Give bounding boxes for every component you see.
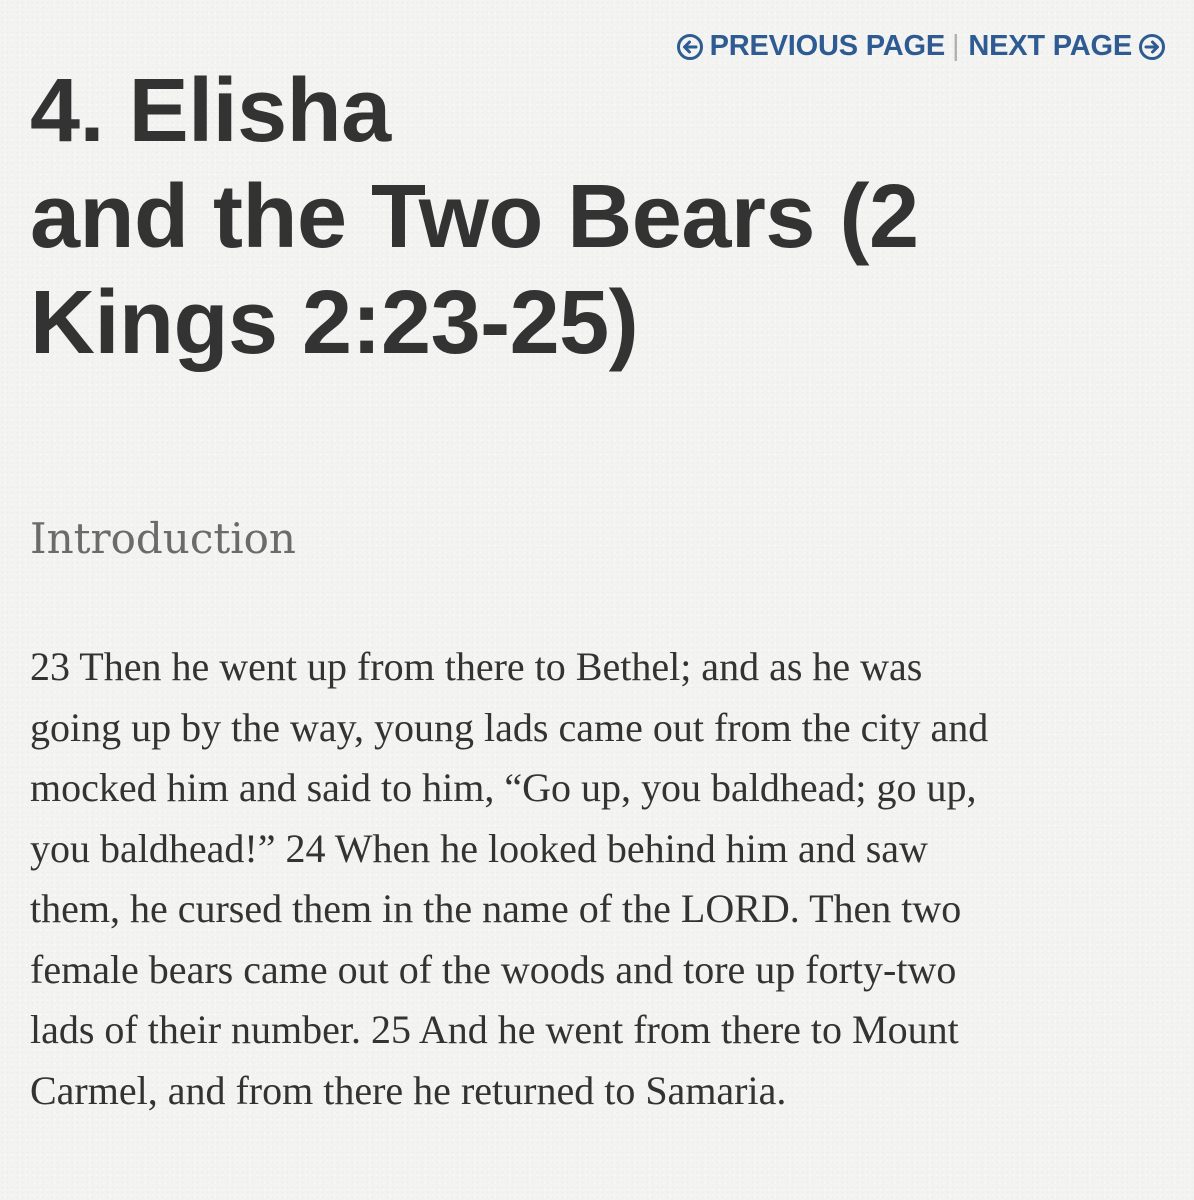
section-heading: Introduction	[30, 514, 296, 563]
page-title	[30, 58, 1150, 376]
page-title-line: 4. Elisha	[30, 61, 391, 161]
passage-line: going up by the way, young lads came out from the city and	[30, 704, 989, 750]
passage-line: 23 Then he went up from there to Bethel; and as he was	[30, 644, 923, 689]
previous-page-label: PREVIOUS PAGE	[709, 30, 946, 62]
next-page-label: NEXT PAGE	[968, 30, 1132, 62]
page-title-line: Kings 2:23-25)	[30, 273, 639, 373]
page-title-line: and the Two Bears (2	[30, 167, 919, 267]
passage-line: mocked him and said to him, “Go up, you baldhead; go up,	[30, 765, 977, 810]
arrow-right-circle-icon	[1138, 33, 1166, 61]
passage-line: them, he cursed them in the name of the LORD. Then two	[30, 886, 962, 931]
passage-line: you baldhead!” 24 When he looked behind him and saw	[30, 825, 928, 871]
passage-line: female bears came out of the woods and tore up forty-two	[30, 946, 957, 992]
arrow-left-circle-icon	[676, 33, 704, 61]
nav-separator: |	[952, 30, 960, 62]
scripture-passage	[30, 637, 1170, 1121]
passage-line: Carmel, and from there he returned to Samaria.	[30, 1067, 787, 1113]
passage-line: lads of their number. 25 And he went from there to Mount	[30, 1007, 959, 1052]
